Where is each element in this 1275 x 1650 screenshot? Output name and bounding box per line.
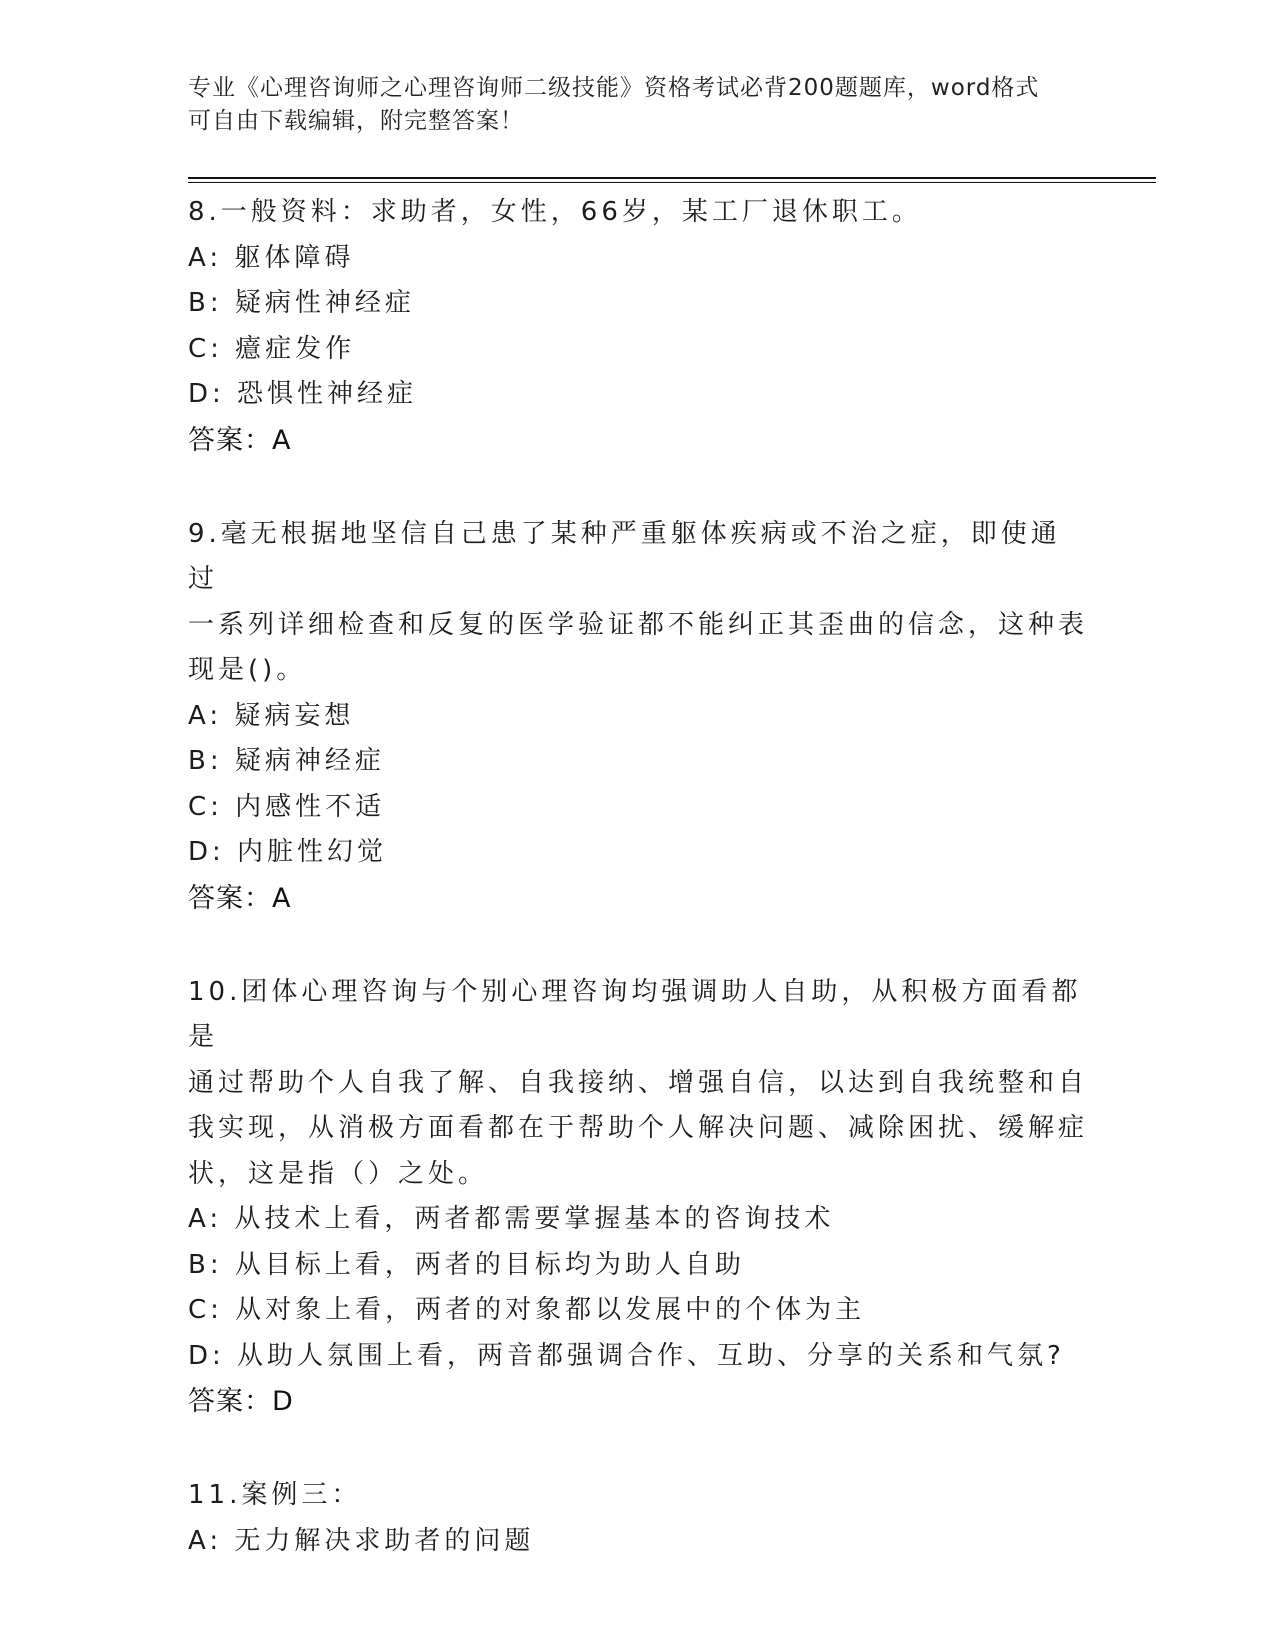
question-option: A: 无力解决求助者的问题 xyxy=(188,1525,535,1556)
question-option: A: 躯体障碍 xyxy=(188,242,355,273)
question-option: B: 疑病性神经症 xyxy=(188,288,415,318)
question-block xyxy=(188,512,1088,922)
question-stem-line: 状，这是指（）之处。 xyxy=(188,1158,489,1189)
question-option: C: 从对象上看，两者的对象都以发展中的个体为主 xyxy=(188,1295,866,1325)
document-header xyxy=(188,72,1088,138)
question-stem-line: 9.毫无根据地坚信自己患了某种严重躯体疾病或不治之症，即使通过 xyxy=(188,518,1061,594)
question-option: B: 从目标上看，两者的目标均为助人自助 xyxy=(188,1249,745,1280)
question-block xyxy=(188,190,1088,464)
question-option: D: 恐惧性神经症 xyxy=(188,379,418,409)
header-divider-thin xyxy=(188,182,1156,183)
question-answer: 答案：D xyxy=(188,1386,294,1417)
question-option: D: 从助人氛围上看，两音都强调合作、互助、分享的关系和气氛? xyxy=(188,1340,1065,1371)
question-block xyxy=(188,970,1088,1426)
header-line-1: 专业《心理咨询师之心理咨询师二级技能》资格考试必背200题题库，word格式 xyxy=(188,75,1040,101)
question-stem-line: 10.团体心理咨询与个别心理咨询均强调助人自助，从积极方面看都是 xyxy=(188,976,1082,1052)
question-answer: 答案：A xyxy=(188,424,292,456)
question-stem-line: 11.案例三： xyxy=(188,1480,362,1510)
question-option: C: 癔症发作 xyxy=(188,333,356,364)
question-block xyxy=(188,1473,1088,1564)
header-line-2: 可自由下载编辑，附完整答案！ xyxy=(188,108,524,134)
question-answer: 答案：A xyxy=(188,882,292,914)
question-option: A: 疑病妄想 xyxy=(188,700,355,731)
question-option: C: 内感性不适 xyxy=(188,791,386,822)
question-stem-line: 一系列详细检查和反复的医学验证都不能纠正其歪曲的信念，这种表 xyxy=(188,609,1089,640)
question-list xyxy=(188,190,1088,1612)
question-stem-line: 8.一般资料：求助者，女性，66岁，某工厂退休职工。 xyxy=(188,197,922,227)
question-option: D: 内脏性幻觉 xyxy=(188,837,388,867)
header-divider-thick xyxy=(188,177,1156,179)
question-option: B: 疑病神经症 xyxy=(188,746,385,776)
question-option: A: 从技术上看，两者都需要掌握基本的咨询技术 xyxy=(188,1204,835,1234)
question-stem-line: 现是()。 xyxy=(188,655,307,685)
question-stem-line: 通过帮助个人自我了解、自我接纳、增强自信，以达到自我统整和自 xyxy=(188,1067,1089,1098)
question-stem-line: 我实现，从消极方面看都在于帮助个人解决问题、减除困扰、缓解症 xyxy=(188,1113,1089,1143)
